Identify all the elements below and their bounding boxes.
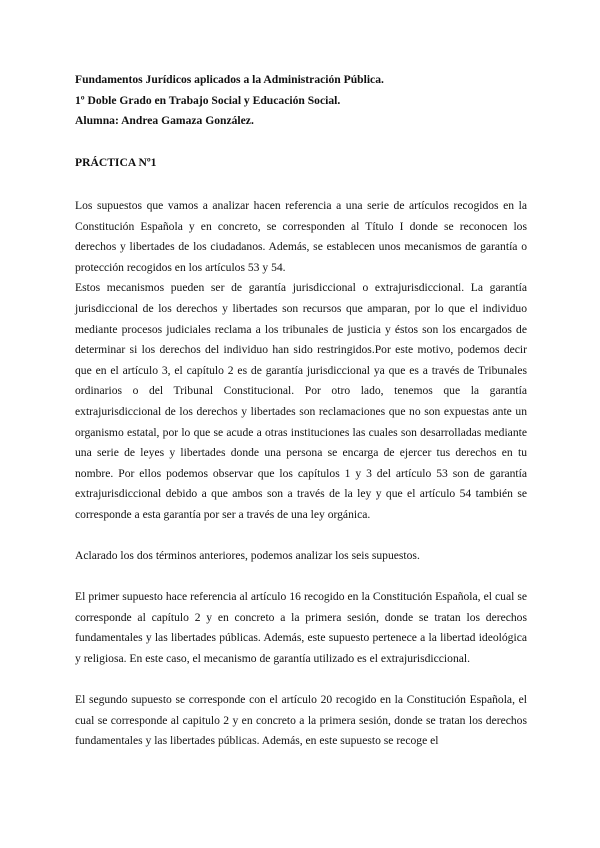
document-body	[75, 196, 527, 752]
paragraph-mechanisms: Estos mecanismos pueden ser de garantía jurisdiccional o extrajurisdiccional. La garantía jurisdiccional de los derechos y libertades son recursos que amparan, por lo que el individuo mediante procesos judiciales reclama a los tribunales de justicia y éstos son los encargados de determinar si los derechos del individuo han sido restringidos.Por este motivo, podemos decir que en el artículo 3, el capítulo 2 es de garantía jurisdiccional ya que es a través de Tribunales ordinarios o del Tribunal Constitucional. Por otro lado, tenemos que la garantía extrajurisdiccional de los derechos y libertades son reclamaciones que no son expuestas ante un organismo estatal, por lo que se acude a otras instituciones las cuales son desarrolladas mediante una serie de leyes y libertades donde una persona se encarga de ejercer tus derechos en tu nombre. Por ellos podemos observar que los capítulos 1 y 3 del artículo 53 son de garantía extrajurisdiccional debido a que ambos son a través de la ley y que el artículo 54 también se corresponde a esta garantía por ser a través de una ley orgánica.	[75, 281, 527, 521]
paragraph-transition: Aclarado los dos términos anteriores, podemos analizar los seis supuestos.	[75, 549, 420, 563]
practice-title: PRÁCTICA Nº1	[75, 156, 157, 169]
student-name: Alumna: Andrea Gamaza González.	[75, 114, 254, 127]
course-name: Fundamentos Jurídicos aplicados a la Administración Pública.	[75, 73, 384, 86]
paragraph-intro: Los supuestos que vamos a analizar hacen referencia a una serie de artículos recogidos en la Constitución Española y en concreto, se corresponden al Título I donde se reconocen los derechos y libertades de los ciudadanos. Además, se establecen unos mecanismos de garantía o protección recogidos en los artículos 53 y 54.	[75, 199, 527, 274]
degree-name: 1º Doble Grado en Trabajo Social y Educación Social.	[75, 93, 341, 107]
paragraph-second-case: El segundo supuesto se corresponde con el artículo 20 recogido en la Constitución Española, el cual se corresponde al capitulo 2 y en concreto a la primera sesión, donde se tratan los derechos fundamentales y las libertades públicas. Además, en este supuesto se recoge el	[75, 693, 527, 748]
document-header	[75, 70, 535, 132]
paragraph-first-case: El primer supuesto hace referencia al artículo 16 recogido en la Constitución Española, el cual se corresponde al capítulo 2 y en concreto a la primera sesión, donde se tratan los derechos fundamentales y las libertades públicas. Además, este supuesto pertenece a la libertad ideológica y religiosa. En este caso, el mecanismo de garantía utilizado es el extrajurisdiccional.	[75, 590, 527, 666]
